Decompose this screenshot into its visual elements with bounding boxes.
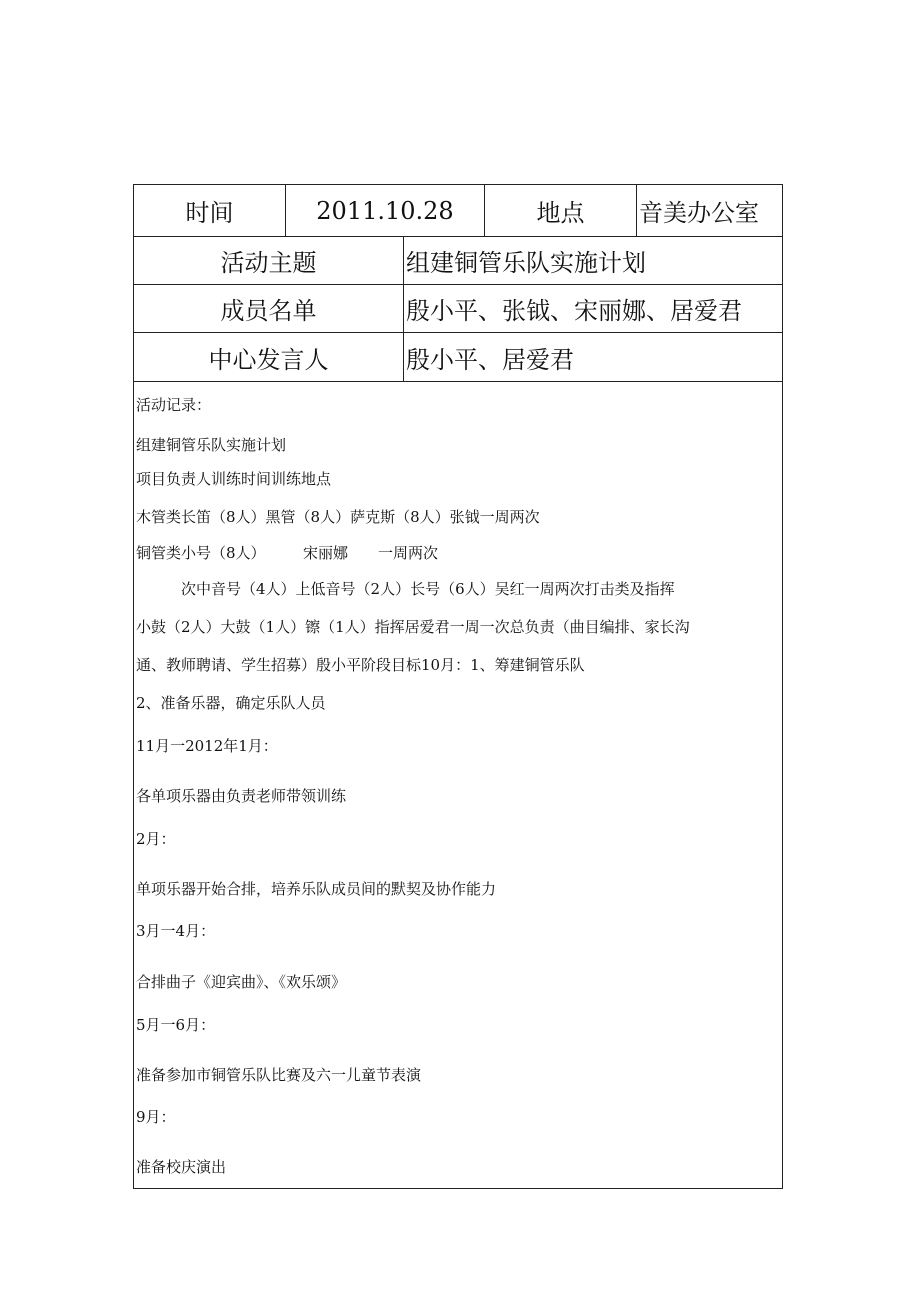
header-row (134, 185, 782, 237)
place-label: 地点 (485, 185, 637, 236)
record-line: 5月一6月： (136, 1016, 216, 1034)
theme-row (134, 237, 782, 285)
record-line: 2、准备乐器，确定乐队人员 (136, 694, 326, 712)
record-line: 单项乐器开始合排，培养乐队成员间的默契及协作能力 (136, 880, 497, 898)
members-label: 成员名单 (134, 285, 404, 332)
record-line: 通、教师聘请、学生招募）殷小平阶段目标10月：1、筹建铜管乐队 (136, 656, 585, 674)
speaker-label: 中心发言人 (134, 333, 404, 381)
record-line: 9月： (136, 1108, 176, 1126)
record-line: 小鼓（2人）大鼓（1人）镲（1人）指挥居爱君一周一次总负责（曲目编排、家长沟 (136, 618, 690, 636)
record-line: 3月一4月： (136, 922, 216, 940)
record-line: 准备参加市铜管乐队比赛及六一儿童节表演 (136, 1066, 422, 1084)
time-label: 时间 (134, 185, 286, 236)
record-line: 木管类长笛（8人）黑管（8人）萨克斯（8人）张钺一周两次 (136, 508, 540, 526)
record-line: 2月： (136, 830, 176, 848)
record-line: 准备校庆演出 (136, 1158, 227, 1176)
record-line: 11月一2012年1月： (136, 737, 278, 755)
record-line: 组建铜管乐队实施计划 (136, 436, 287, 454)
theme-label: 活动主题 (134, 237, 404, 284)
record-line: 项目负责人训练时间训练地点 (136, 470, 332, 488)
time-value: 2011.10.28 (286, 185, 485, 236)
record-heading: 活动记录： (136, 396, 212, 414)
record-line: 铜管类小号（8人） 宋丽娜 一周两次 (136, 544, 439, 562)
members-row (134, 285, 782, 333)
record-line: 合排曲子《迎宾曲》、《欢乐颂》 (136, 973, 347, 991)
theme-value: 组建铜管乐队实施计划 (406, 249, 646, 277)
speaker-row (134, 333, 782, 382)
record-line: 各单项乐器由负责老师带领训练 (136, 787, 347, 805)
record-line: 次中音号（4人）上低音号（2人）长号（6人）吴红一周两次打击类及指挥 (136, 580, 675, 598)
place-value: 音美办公室 (639, 199, 759, 227)
members-value: 殷小平、张钺、宋丽娜、居爱君 (406, 297, 742, 325)
activity-record-form (133, 184, 783, 1189)
speaker-value: 殷小平、居爱君 (406, 345, 574, 374)
